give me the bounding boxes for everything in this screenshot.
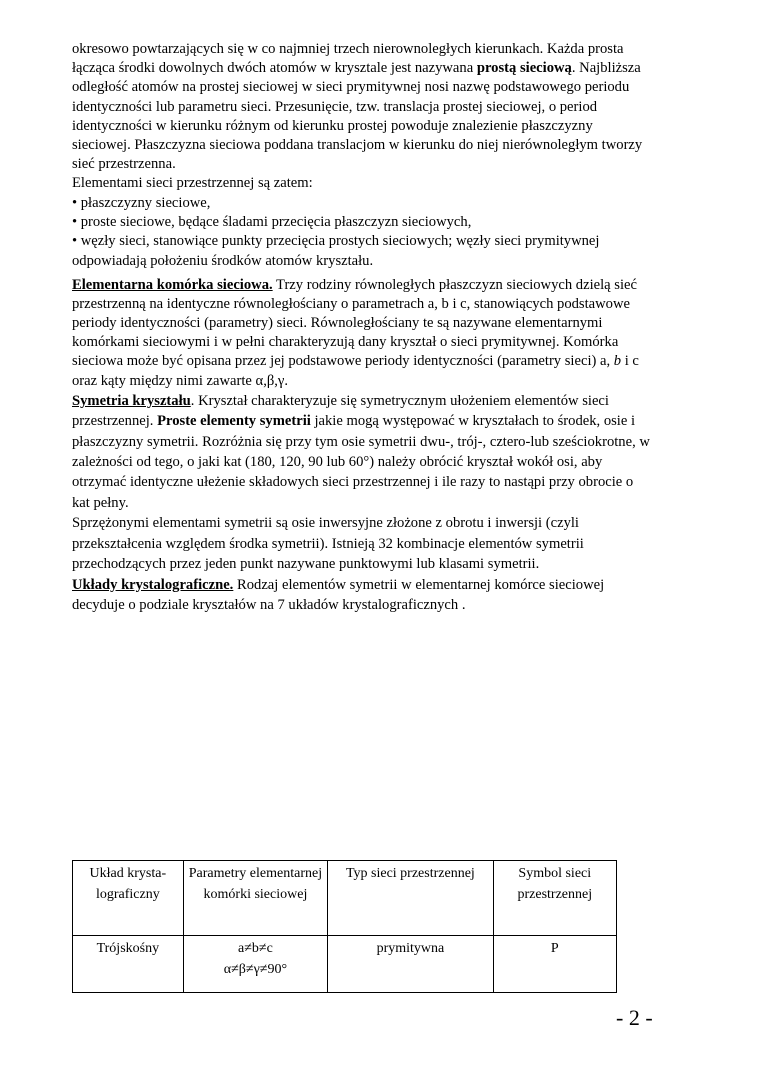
systems-heading: Układy krystalograficzne. [72, 576, 234, 593]
crystal-systems-table [72, 860, 617, 993]
page-number: - 2 - [616, 1005, 653, 1030]
params-cell [183, 936, 328, 993]
cell-paragraph [72, 276, 652, 391]
cell-text-1: Trzy rodziny równoległych płaszczyzn sieciowych dzielą sieć przestrzenną na identyczne równoległościany o parametrach a, b i c, stanowiących podstawowe periody identyczności (parametry) sieci. Równoległościany te są nazywane elementarnymi komórkami sieciowymi i w pełni charakteryzują dany kryształ o sieci prymitywnej. Komórka sieciowa może być opisana przez jej podstawowe periody identyczności (parametry sieci) a, [72, 276, 637, 370]
coupled-paragraph: Sprzężonymi elementami symetrii są osie inwersyjne złożone z obrotu i inwersji (czyli przekształcenia względem środka symetrii). Istnieją 32 kombinacje elementów symetrii przechodzących przez jeden punkt nazywane punktowymi lub klasami symetrii. [72, 515, 584, 573]
header-cell: Symbol sieci przestrzennej [493, 861, 616, 936]
intro-line: okresowo powtarzających się w co najmniej trzech nierownoległych kierunkach. Każda prosta łącząca środki dowolnych dwóch atomów w krysztale jest nazywana [72, 41, 624, 77]
symbol-cell: P [493, 936, 616, 993]
term-prosta-sieciowa: prostą sieciową [476, 60, 572, 77]
cell-b-italic: b [613, 353, 622, 370]
body-text [72, 40, 652, 615]
lattice-type-cell: prymitywna [328, 936, 493, 993]
header-cell: Typ sieci przestrzennej [328, 861, 493, 936]
table-row [73, 936, 617, 993]
symmetry-bold-term: Proste elementy symetrii [157, 413, 311, 430]
intro-paragraph [72, 40, 652, 174]
params-line-2: α≠β≠γ≠90° [223, 962, 288, 977]
intro-rest: Najbliższa odległość atomów na prostej sieciowej w sieci prymitywnej nosi nazwę podstawowego periodu identyczności lub parametru sieci. Przesunięcie, tzw. translacja prostej sieciowej, o period identyczności w kierunku różnym od kierunku prostej powoduje znalezienie płaszczyzny sieciowej. Płaszczyzna sieciowa poddana translacjom w kierunku do niej nierównoległym tworzy sieć przestrzenna. [72, 60, 643, 173]
bullet-item: • proste sieciowe, będące śladami przecięcia płaszczyzn sieciowych, [72, 213, 472, 230]
bullet-item: • płaszczyzny sieciowe, [72, 194, 211, 211]
cell-text-2: i c oraz kąty między nimi zawarte α,β,γ. [72, 353, 639, 389]
table-header-row [73, 861, 617, 936]
header-cell: Układ krysta-lograficzny [73, 861, 184, 936]
cell-heading: Elementarna komórka sieciowa. [72, 276, 273, 293]
symmetry-paragraph [72, 391, 652, 513]
systems-paragraph [72, 575, 652, 616]
params-line-1: a≠b≠c [238, 941, 273, 956]
symmetry-heading: Symetria kryształu [72, 392, 191, 409]
header-cell: Parametry elementarnej komórki sieciowej [183, 861, 328, 936]
intro-period: . [571, 60, 576, 77]
bullet-item: • węzły sieci, stanowiące punkty przecięcia prostych sieciowych; węzły sieci prymitywnej odpowiadają położeniu środków atomów kryształu. [72, 233, 600, 269]
symmetry-text-1: . Kryształ charakteryzuje się symetrycznym ułożeniem elementów sieci przestrzennej. [72, 392, 609, 430]
symmetry-text-2: jakie mogą występować w kryształach to środek, osie i płaszczyzny symetrii. Rozróżnia się przy tym osie symetrii dwu-, trój-, cztero-lub sześciokrotne, w zależności od tego, o jaki kat (180, 120, 90 lub 60°) należy obrócić kryształ wokół osi, aby otrzymać identyczne ułeżenie składowych sieci przestrzennej i ile razy to nastąpi przy obrocie o kat pełny. [72, 413, 650, 511]
systems-text: Rodzaj elementów symetrii w elementarnej komórce sieciowej decyduje o podziale kryształów na 7 układów krystalograficznych . [72, 576, 605, 613]
elements-intro: Elementami sieci przestrzennej są zatem: [72, 175, 313, 192]
system-cell: Trójskośny [73, 936, 184, 993]
